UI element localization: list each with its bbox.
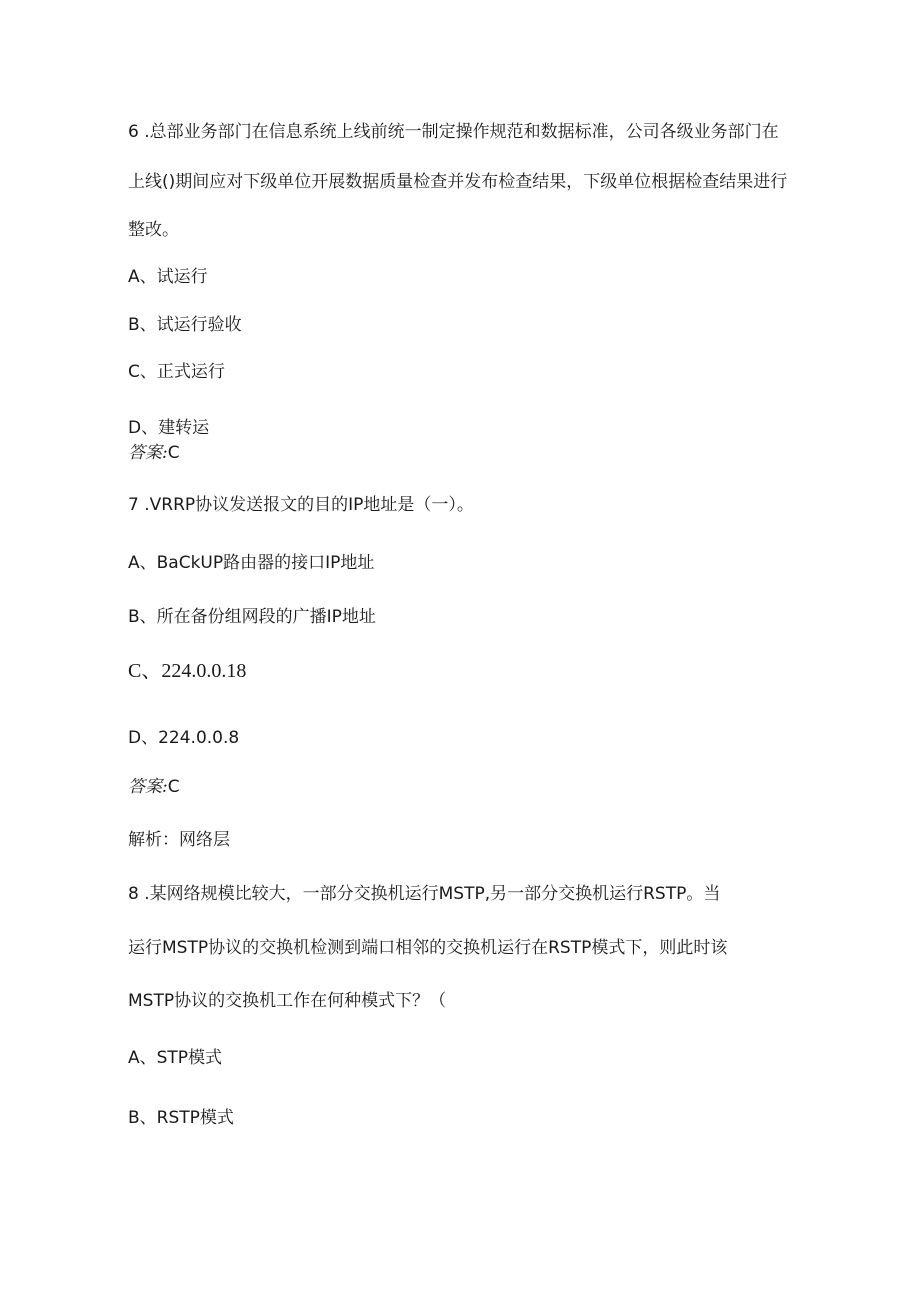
question-7-option-b: B、所在备份组网段的广播IP地址 bbox=[128, 607, 376, 627]
question-7-analysis: 解析：网络层 bbox=[128, 830, 230, 850]
question-6-line-3: 整改。 bbox=[128, 220, 179, 240]
question-6-line-1: 6 .总部业务部门在信息系统上线前统一制定操作规范和数据标准，公司各级业务部门在 bbox=[128, 122, 779, 142]
question-7-option-d: D、224.0.0.8 bbox=[128, 728, 240, 748]
question-6-option-d: D、建转运 bbox=[128, 418, 210, 438]
question-8-line-3: MSTP协议的交换机工作在何种模式下？（ bbox=[128, 991, 447, 1011]
question-6-option-b: B、试运行验收 bbox=[128, 315, 242, 335]
question-8-option-b: B、RSTP模式 bbox=[128, 1108, 234, 1128]
question-6-option-c: C、正式运行 bbox=[128, 362, 225, 382]
answer-value: C bbox=[167, 777, 180, 797]
answer-value: C bbox=[167, 443, 180, 463]
question-7-line-1: 7 .VRRP协议发送报文的目的IP地址是（一）。 bbox=[128, 495, 474, 515]
question-6-answer bbox=[128, 445, 180, 462]
question-7-answer bbox=[128, 779, 180, 796]
question-7-option-a: A、BaCkUP路由器的接口IP地址 bbox=[128, 553, 375, 573]
question-6-option-a: A、试运行 bbox=[128, 267, 208, 287]
question-8-line-2: 运行MSTP协议的交换机检测到端口相邻的交换机运行在RSTP模式下，则此时该 bbox=[128, 938, 728, 958]
question-8-line-1: 8 .某网络规模比较大，一部分交换机运行MSTP,另一部分交换机运行RSTP。当 bbox=[128, 884, 721, 904]
answer-label: 答案: bbox=[128, 443, 168, 463]
question-7-option-c: C、224.0.0.18 bbox=[128, 660, 247, 682]
question-6-line-2: 上线()期间应对下级单位开展数据质量检查并发布检查结果，下级单位根据检查结果进行 bbox=[128, 172, 788, 192]
question-8-option-a: A、STP模式 bbox=[128, 1048, 223, 1068]
answer-label: 答案: bbox=[128, 777, 168, 797]
